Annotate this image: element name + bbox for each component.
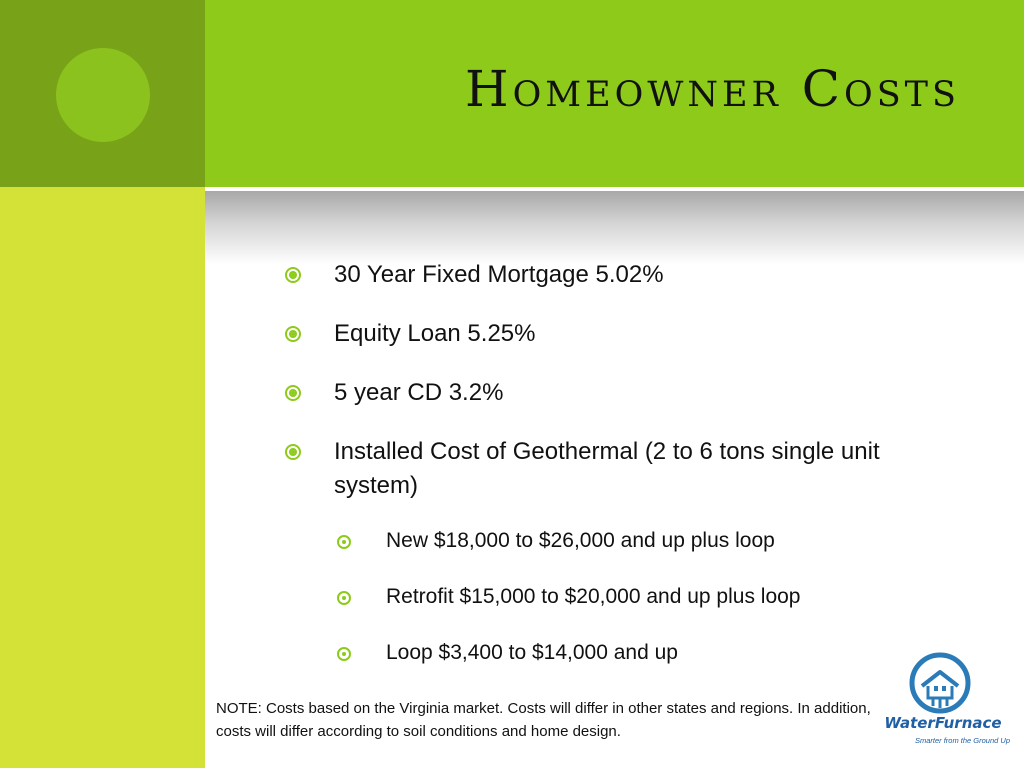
sub-bullet-item bbox=[334, 639, 962, 667]
sub-bullet-icon bbox=[337, 647, 351, 661]
bullet-icon bbox=[285, 267, 301, 283]
slide-title: Homeowner Costs bbox=[464, 60, 960, 118]
sub-bullet-icon bbox=[337, 535, 351, 549]
bullet-item bbox=[282, 435, 934, 503]
sub-bullet-item bbox=[334, 527, 962, 555]
sub-bullet-icon bbox=[337, 591, 351, 605]
bullet-list bbox=[282, 258, 962, 667]
sub-bullet-text: New $18,000 to $26,000 and up plus loop bbox=[386, 529, 775, 552]
bullet-text: 5 year CD 3.2% bbox=[334, 379, 504, 406]
bullet-icon bbox=[285, 326, 301, 342]
sub-bullet-text: Loop $3,400 to $14,000 and up bbox=[386, 641, 678, 664]
gradient-band bbox=[205, 191, 1024, 265]
logo-wordmark: WaterFurnace bbox=[884, 714, 1002, 732]
bullet-text: Installed Cost of Geothermal (2 to 6 tons single unit system) bbox=[334, 438, 880, 499]
corner-decoration bbox=[0, 0, 205, 187]
bullet-item bbox=[282, 317, 962, 351]
logo-tagline: Smarter from the Ground Up bbox=[914, 736, 1010, 745]
waterfurnace-logo bbox=[876, 650, 1010, 754]
sub-bullet-item bbox=[334, 583, 962, 611]
bullet-text: 30 Year Fixed Mortgage 5.02% bbox=[334, 261, 664, 288]
bullet-icon bbox=[285, 444, 301, 460]
bullet-text: Equity Loan 5.25% bbox=[334, 320, 536, 347]
bullet-icon bbox=[285, 385, 301, 401]
bullet-item bbox=[282, 258, 962, 292]
bullet-item bbox=[282, 376, 962, 410]
decorative-circle bbox=[56, 48, 150, 142]
footnote: NOTE: Costs based on the Virginia market. Costs will differ in other states and regions. In addition, costs will differ according to soil conditions and home design. bbox=[216, 700, 871, 740]
house-logo-icon bbox=[876, 650, 1010, 714]
sub-bullet-text: Retrofit $15,000 to $20,000 and up plus loop bbox=[386, 585, 801, 608]
